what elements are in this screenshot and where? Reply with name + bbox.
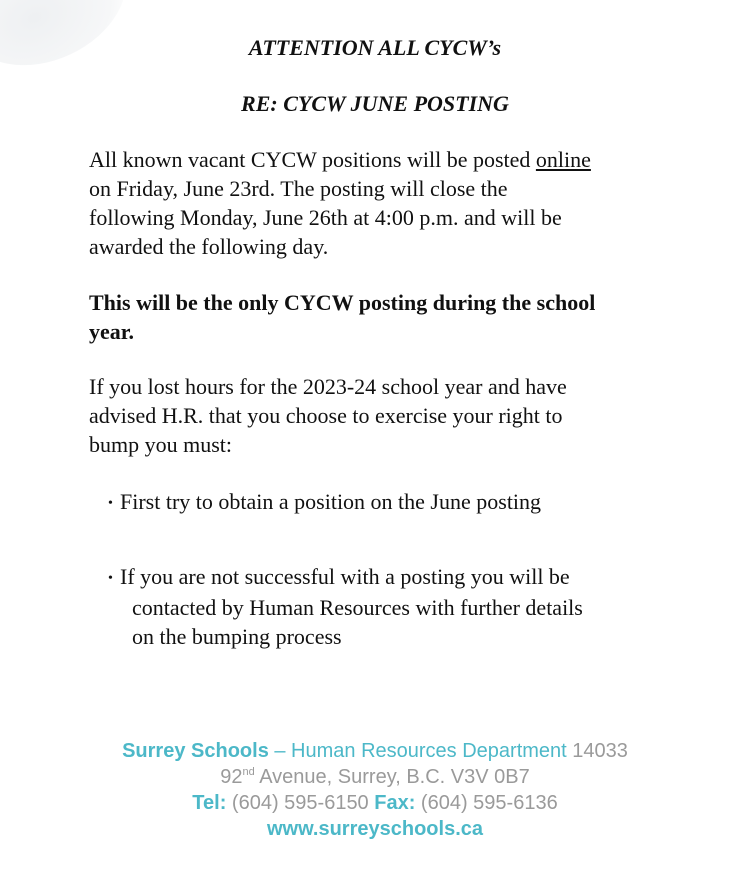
list-item (108, 562, 648, 651)
avenue-suffix: nd (242, 766, 255, 778)
bullet-text-line1: If you are not successful with a posting you will be (120, 564, 570, 589)
bumping-line3: bump you must: (89, 432, 233, 457)
department-name: – Human Resources Department (268, 740, 567, 762)
attention-heading: ATTENTION ALL CYCW’s (248, 35, 502, 60)
online-link[interactable]: online (535, 147, 591, 172)
posting-text-line2: on Friday, June 23rd. The posting will close the (89, 176, 508, 201)
footer-address-line (0, 764, 750, 790)
posting-text-line3: following Monday, June 26th at 4:00 p.m. and will be (89, 205, 562, 230)
bullet-icon: • (108, 496, 113, 511)
bullet-text: First try to obtain a position on the June posting (120, 489, 542, 514)
posting-paragraph (89, 145, 669, 261)
posting-text-line4: awarded the following day. (89, 234, 329, 259)
list-item (108, 487, 648, 518)
website-link[interactable]: www.surreyschools.ca (266, 818, 483, 840)
bullet-icon: • (108, 571, 113, 586)
bullet-text-line2: contacted by Human Resources with further details (132, 595, 583, 620)
bumping-paragraph (89, 372, 669, 459)
bumping-line2: advised H.R. that you choose to exercise your right to (89, 403, 563, 428)
tel-number[interactable]: (604) 595-6150 (226, 792, 375, 814)
org-name: Surrey Schools (122, 740, 269, 762)
bumping-line1: If you lost hours for the 2023-24 school year and have (89, 374, 567, 399)
footer-contact-line (0, 790, 750, 816)
tel-label: Tel: (192, 792, 227, 814)
bullet-text-line3: on the bumping process (132, 624, 342, 649)
fax-label: Fax: (374, 792, 416, 814)
only-posting-notice (89, 288, 669, 346)
fax-number: (604) 595-6136 (415, 792, 558, 814)
footer-org-line (0, 738, 750, 764)
notice-line1: This will be the only CYCW posting during the school (89, 290, 596, 315)
avenue-number: 92 (220, 766, 243, 788)
posting-text-start: All known vacant CYCW positions will be posted (89, 147, 536, 172)
street-number: 14033 (566, 740, 628, 762)
posting-heading: RE: CYCW JUNE POSTING (241, 91, 509, 116)
notice-line2: year. (89, 319, 135, 344)
address-rest: Avenue, Surrey, B.C. V3V 0B7 (254, 766, 530, 788)
